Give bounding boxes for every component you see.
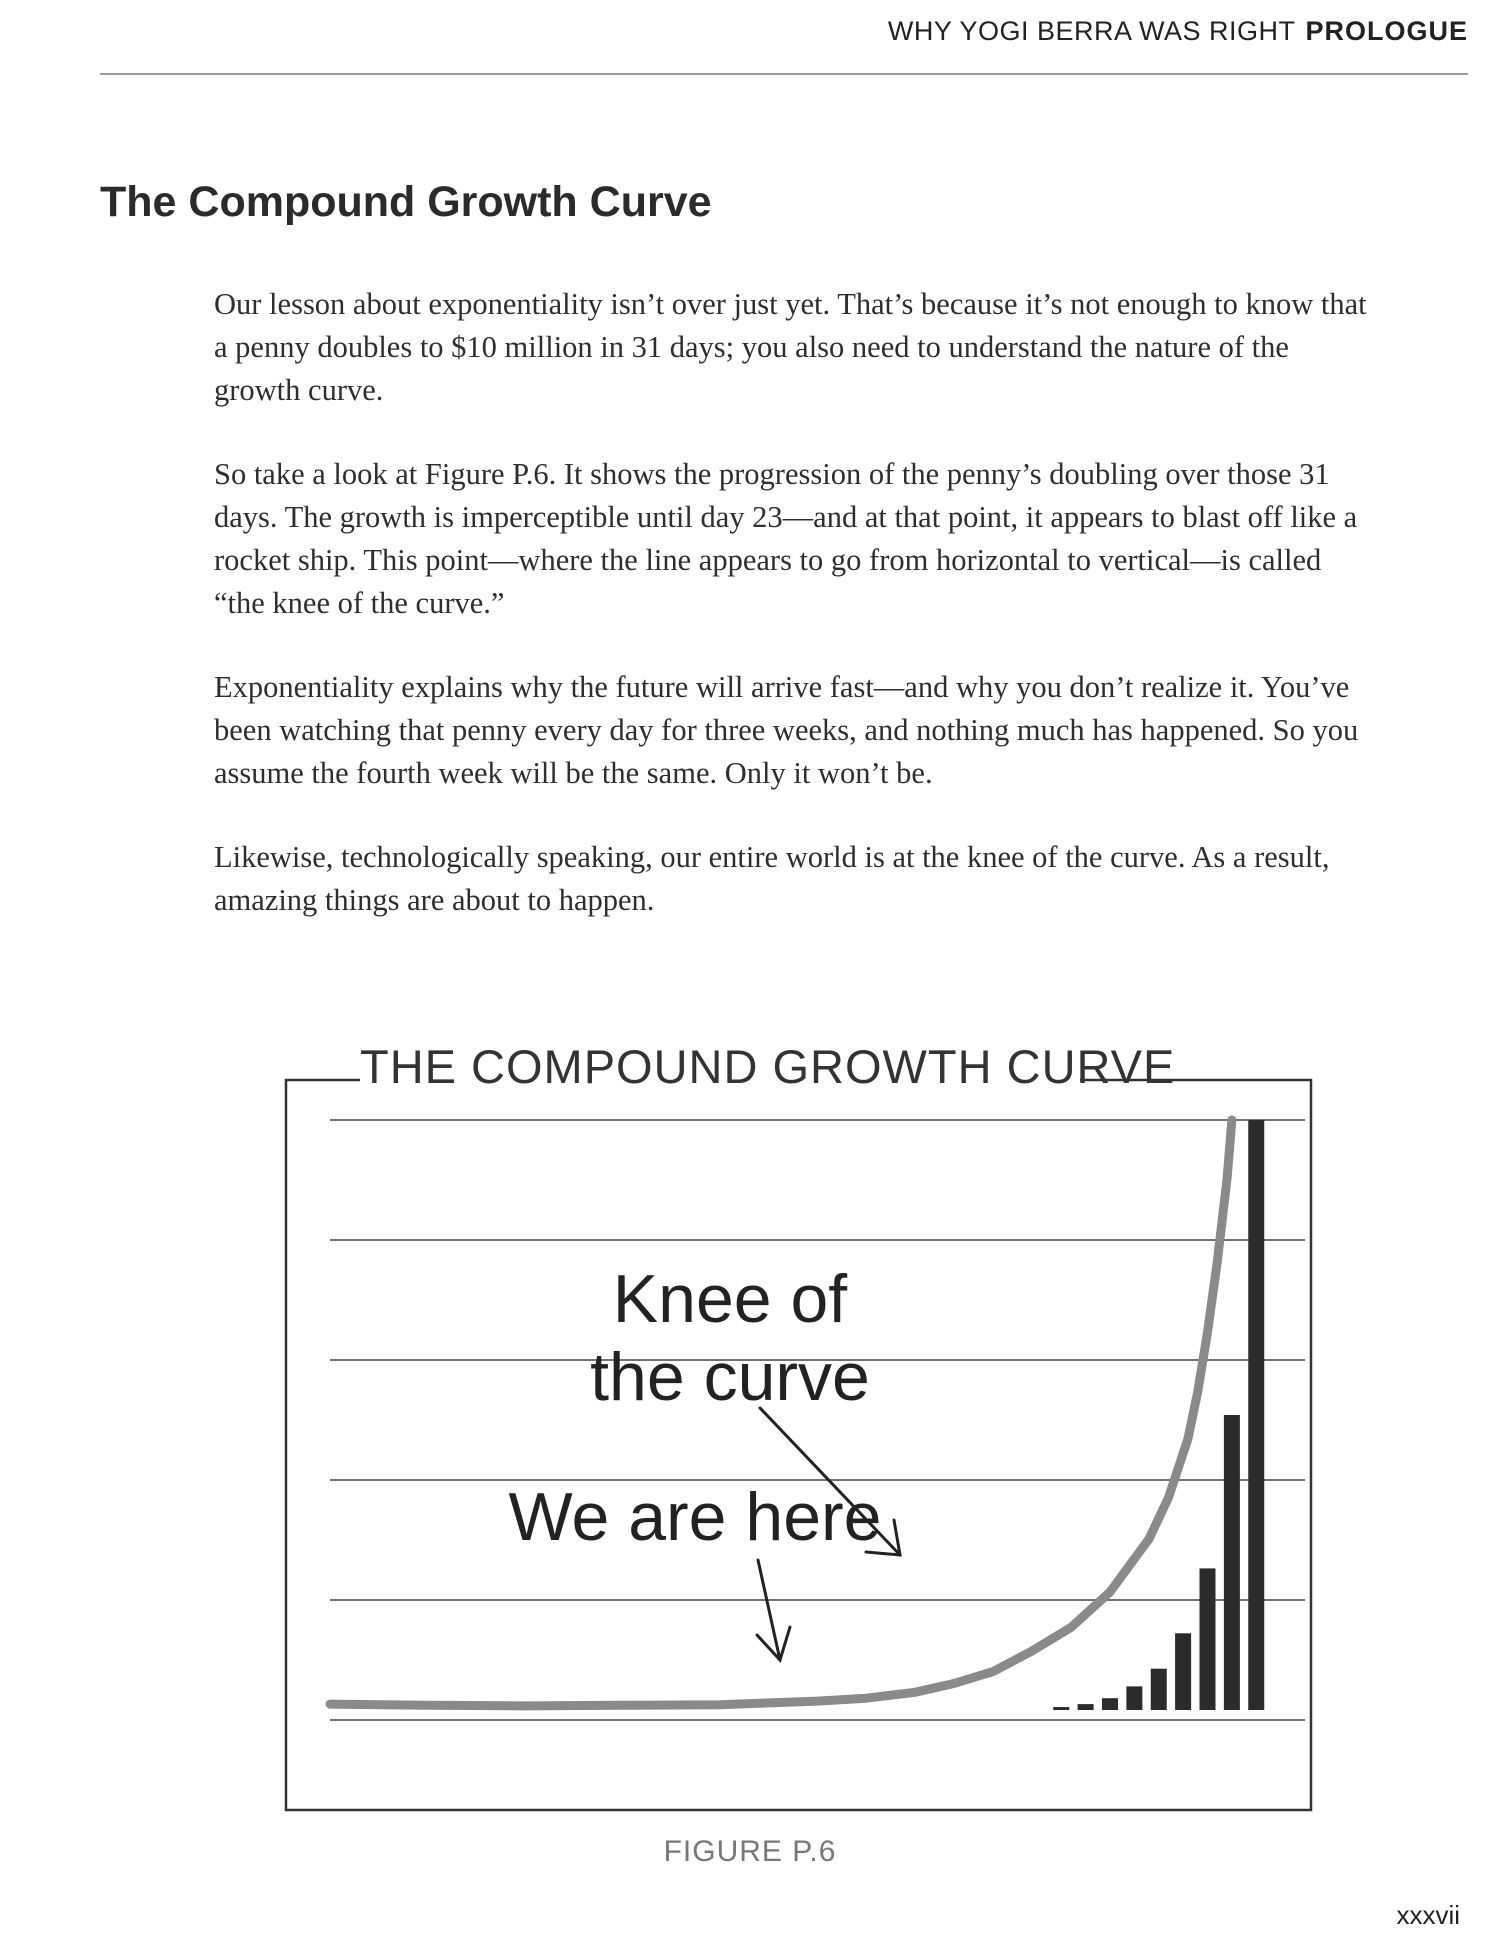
bar-series xyxy=(1053,1120,1264,1710)
bar xyxy=(1151,1669,1167,1710)
bar xyxy=(1053,1707,1069,1710)
bar xyxy=(1102,1698,1118,1710)
running-head xyxy=(100,16,1468,47)
bar xyxy=(1200,1568,1216,1710)
header-rule xyxy=(100,73,1468,75)
paragraph: So take a look at Figure P.6. It shows the progression of the penny’s doubling over those 31 days. The growth is imperceptible until day 23—and at that point, it appears to blast off like a rocket ship. This point—where the line appears to go from horizontal to vertical—is called “the knee of the curve.” xyxy=(214,457,1358,620)
paragraph: Likewise, technologically speaking, our entire world is at the knee of the curve. As a result, amazing things are about to happen. xyxy=(214,840,1330,917)
annotation-knee-line-1: Knee of xyxy=(612,1261,848,1337)
bar xyxy=(1126,1686,1142,1710)
paragraph: Our lesson about exponentiality isn’t over just yet. That’s because it’s not enough to know that a penny doubles to $10 million in 31 days; you also need to understand the nature of the growth curve. xyxy=(214,287,1367,407)
section-label: PROLOGUE xyxy=(1305,16,1468,46)
bar xyxy=(1175,1633,1191,1710)
figure-caption: FIGURE P.6 xyxy=(663,1835,837,1868)
running-title: WHY YOGI BERRA WAS RIGHT xyxy=(887,16,1296,46)
figure xyxy=(280,1020,1320,1880)
arrow-here-icon xyxy=(757,1560,790,1660)
paragraph: Exponentiality explains why the future will arrive fast—and why you don’t realize it. You’ve been watching that penny every day for three weeks, and nothing much has happened. So you assume the fourth week will be the same. Only it won’t be. xyxy=(214,670,1359,790)
gridlines xyxy=(330,1120,1305,1720)
bar xyxy=(1248,1120,1264,1710)
chart-title: THE COMPOUND GROWTH CURVE xyxy=(360,1040,1176,1093)
body-text xyxy=(214,283,1379,963)
section-heading: The Compound Growth Curve xyxy=(100,178,712,226)
annotation-here: We are here xyxy=(508,1479,882,1555)
annotation-knee-line-2: the curve xyxy=(590,1339,870,1415)
bar xyxy=(1224,1415,1240,1710)
page-number: xxxvii xyxy=(1396,1900,1460,1930)
bar xyxy=(1078,1704,1094,1710)
compound-growth-chart xyxy=(280,1020,1320,1820)
